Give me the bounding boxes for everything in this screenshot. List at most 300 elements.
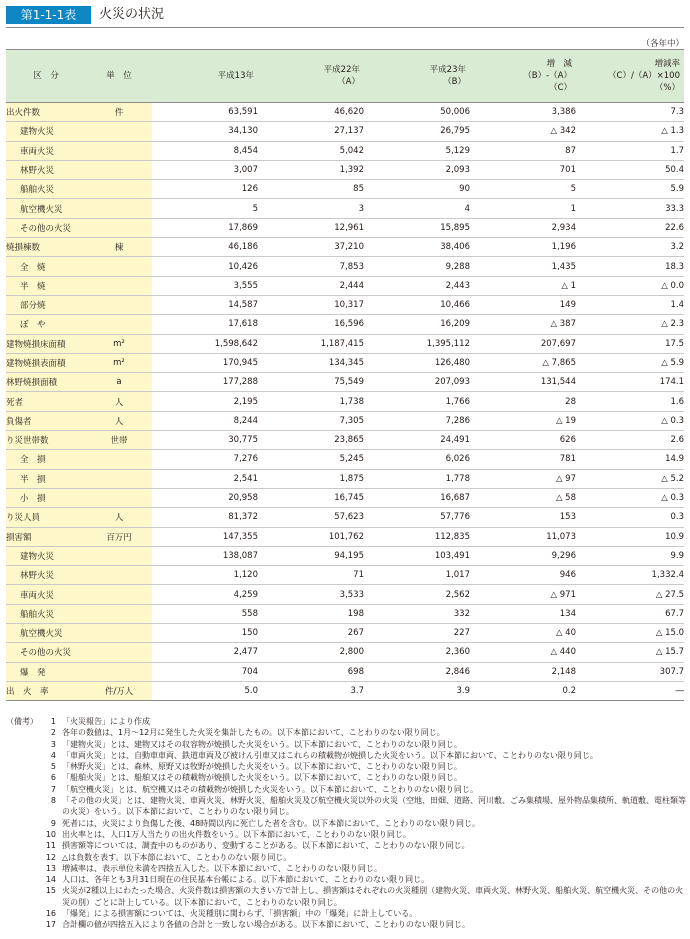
- cell-h23: 227: [364, 624, 470, 643]
- row-label: 全 焼: [6, 257, 86, 276]
- note-item: [6, 919, 686, 930]
- note-text: 「航空機火災」とは、航空機又はその積載物が焼損した火災をいう。以下本節において、ことわりのない限り同じ。: [62, 784, 478, 794]
- row-unit: [86, 295, 152, 314]
- cell-h13: 81,372: [152, 508, 258, 527]
- cell-rate: △ 0.0: [576, 276, 684, 295]
- table-body: [6, 103, 684, 701]
- cell-rate: 1.4: [576, 295, 684, 314]
- note-lead: [6, 908, 34, 919]
- cell-h23: 24,491: [364, 431, 470, 450]
- note-lead: [6, 829, 34, 840]
- note-number: 17: [45, 920, 56, 930]
- table-row: [6, 527, 684, 546]
- table-row: [6, 681, 684, 700]
- column-header: 区 分: [6, 50, 86, 103]
- row-unit: [86, 276, 152, 295]
- table-row: [6, 373, 684, 392]
- cell-diff: 1,196: [470, 238, 576, 257]
- note-text: △は負数を表す。以下本節において、ことわりのない限り同じ。: [62, 852, 292, 862]
- cell-h13: 14,587: [152, 295, 258, 314]
- row-label: 損害額: [6, 527, 86, 546]
- column-header: 単 位: [86, 50, 152, 103]
- row-unit: [86, 141, 152, 160]
- column-header: 平成13年: [152, 50, 258, 103]
- row-label: 林野焼損面積: [6, 373, 86, 392]
- note-number: 16: [45, 909, 56, 919]
- cell-h23: 1,017: [364, 566, 470, 585]
- note-number: 3: [50, 739, 56, 749]
- note-number: 6: [50, 773, 56, 783]
- cell-rate: 5.9: [576, 180, 684, 199]
- note-text: 「火災報告」により作成: [62, 717, 150, 726]
- row-label: 全 損: [6, 450, 86, 469]
- note-item: [6, 772, 686, 783]
- note-item: [6, 863, 686, 874]
- cell-rate: △ 15.7: [576, 643, 684, 662]
- cell-diff: 87: [470, 141, 576, 160]
- cell-h23: 6,026: [364, 450, 470, 469]
- cell-diff: 153: [470, 508, 576, 527]
- cell-rate: 18.3: [576, 257, 684, 276]
- row-unit: [86, 546, 152, 565]
- note-item: [6, 761, 686, 772]
- cell-h23: 10,466: [364, 295, 470, 314]
- cell-rate: 67.7: [576, 604, 684, 623]
- row-unit: [86, 469, 152, 488]
- cell-h23: 332: [364, 604, 470, 623]
- note-item: [6, 829, 686, 840]
- cell-rate: 9.9: [576, 546, 684, 565]
- cell-h23: 15,895: [364, 218, 470, 237]
- note-number: 5: [50, 762, 56, 772]
- table-header-row: [6, 50, 684, 103]
- note-text: 各年の数値は、1月～12月に発生した火災を集計したもの。以下本節において、ことわりのない限り同じ。: [62, 728, 445, 738]
- cell-h13: 704: [152, 662, 258, 681]
- cell-h23: 2,562: [364, 585, 470, 604]
- cell-diff: △ 7,865: [470, 353, 576, 372]
- cell-diff: 701: [470, 160, 576, 179]
- table-row: [6, 662, 684, 681]
- row-label: 林野火災: [6, 160, 86, 179]
- row-unit: 百万円: [86, 527, 152, 546]
- table-row: [6, 488, 684, 507]
- table-row: [6, 411, 684, 430]
- note-text: 死者には、火災により負傷した後、48時間以内に死亡した者を含む。以下本節において、ことわりのない限り同じ。: [62, 818, 481, 828]
- note-lead: [6, 784, 34, 795]
- row-unit: [86, 315, 152, 334]
- cell-diff: △ 387: [470, 315, 576, 334]
- cell-h23: 4: [364, 199, 470, 218]
- row-label: 小 損: [6, 488, 86, 507]
- table-row: [6, 141, 684, 160]
- cell-h22: 71: [258, 566, 364, 585]
- table-row: [6, 566, 684, 585]
- row-label: その他の火災: [6, 218, 86, 237]
- note-text: 「林野火災」とは、森林、原野又は牧野が焼損した火災をいう。以下本節において、ことわりのない限り同じ。: [62, 762, 462, 772]
- table-row: [6, 295, 684, 314]
- note-item: [6, 885, 686, 908]
- row-label: 半 損: [6, 469, 86, 488]
- cell-diff: 28: [470, 392, 576, 411]
- note-text: 「爆発」による損害額については、火災種別に関わらず、「損害額」中の「爆発」に計上している。: [62, 909, 418, 919]
- cell-h23: 90: [364, 180, 470, 199]
- row-label: 船舶火災: [6, 180, 86, 199]
- row-label: 出 火 率: [6, 681, 86, 700]
- cell-h22: 101,762: [258, 527, 364, 546]
- cell-rate: 307.7: [576, 662, 684, 681]
- note-number: 13: [45, 863, 56, 873]
- note-item: [6, 784, 686, 795]
- cell-h13: 126: [152, 180, 258, 199]
- column-header: 平成23年 （B）: [364, 50, 470, 103]
- note-text: 合計欄の値が四捨五入により各値の合計と一致しない場合がある。以下本節において、ことわりのない限り同じ。: [62, 920, 470, 930]
- row-label: 車両火災: [6, 141, 86, 160]
- cell-h23: 3.9: [364, 681, 470, 700]
- note-number: 9: [50, 818, 56, 828]
- row-unit: [86, 488, 152, 507]
- cell-diff: 5: [470, 180, 576, 199]
- row-unit: [86, 199, 152, 218]
- cell-h22: 2,444: [258, 276, 364, 295]
- cell-h13: 1,598,642: [152, 334, 258, 353]
- cell-diff: 149: [470, 295, 576, 314]
- cell-h13: 3,007: [152, 160, 258, 179]
- row-unit: 人: [86, 392, 152, 411]
- table-row: [6, 160, 684, 179]
- row-unit: [86, 604, 152, 623]
- row-label: 建物火災: [6, 546, 86, 565]
- cell-diff: 131,544: [470, 373, 576, 392]
- cell-diff: △ 342: [470, 122, 576, 141]
- table-number-badge: 第1-1-1表: [6, 6, 91, 24]
- note-number: 2: [50, 728, 56, 738]
- cell-h13: 5.0: [152, 681, 258, 700]
- table-row: [6, 199, 684, 218]
- cell-rate: 14.9: [576, 450, 684, 469]
- cell-diff: 781: [470, 450, 576, 469]
- cell-rate: 17.5: [576, 334, 684, 353]
- row-label: 爆 発: [6, 662, 86, 681]
- cell-rate: 0.3: [576, 508, 684, 527]
- table-row: [6, 238, 684, 257]
- row-unit: 世帯: [86, 431, 152, 450]
- row-label: 船舶火災: [6, 604, 86, 623]
- cell-h23: 2,443: [364, 276, 470, 295]
- cell-diff: 11,073: [470, 527, 576, 546]
- table-row: [6, 122, 684, 141]
- note-item: [6, 852, 686, 863]
- cell-rate: 22.6: [576, 218, 684, 237]
- note-lead: [6, 727, 34, 738]
- cell-h23: 50,006: [364, 103, 470, 122]
- row-unit: [86, 218, 152, 237]
- cell-h22: 3: [258, 199, 364, 218]
- cell-rate: △ 0.3: [576, 411, 684, 430]
- row-label: 航空機火災: [6, 199, 86, 218]
- row-label: 車両火災: [6, 585, 86, 604]
- cell-h22: 2,800: [258, 643, 364, 662]
- row-label: 建物焼損表面積: [6, 353, 86, 372]
- cell-rate: 1,332.4: [576, 566, 684, 585]
- table-row: [6, 180, 684, 199]
- cell-h13: 8,244: [152, 411, 258, 430]
- row-unit: 件/万人: [86, 681, 152, 700]
- table-row: [6, 624, 684, 643]
- cell-h13: 138,087: [152, 546, 258, 565]
- cell-diff: 1: [470, 199, 576, 218]
- cell-h13: 2,477: [152, 643, 258, 662]
- table-row: [6, 469, 684, 488]
- cell-h22: 46,620: [258, 103, 364, 122]
- column-header: 増 減 （B）-（A） （C）: [470, 50, 576, 103]
- cell-diff: △ 40: [470, 624, 576, 643]
- row-unit: [86, 160, 152, 179]
- note-text: 「車両火災」とは、自動車車両、鉄道車両及び被けん引車又はこれらの積載物が焼損した火災をいう。以下本節において、ことわりのない限り同じ。: [62, 750, 598, 760]
- cell-h22: 267: [258, 624, 364, 643]
- cell-h13: 7,276: [152, 450, 258, 469]
- note-number: 8: [50, 796, 56, 806]
- cell-h23: 38,406: [364, 238, 470, 257]
- cell-h13: 2,541: [152, 469, 258, 488]
- column-header: 増減率 （C）/（A）×100 （%）: [576, 50, 684, 103]
- cell-h23: 2,846: [364, 662, 470, 681]
- note-lead: （備考）: [6, 717, 38, 726]
- cell-diff: 2,934: [470, 218, 576, 237]
- cell-h23: 9,288: [364, 257, 470, 276]
- cell-h13: 34,130: [152, 122, 258, 141]
- table-row: [6, 334, 684, 353]
- cell-h22: 94,195: [258, 546, 364, 565]
- cell-h13: 4,259: [152, 585, 258, 604]
- note-lead: [6, 750, 34, 761]
- cell-rate: 1.6: [576, 392, 684, 411]
- note-lead: [6, 919, 34, 930]
- note-number: 11: [45, 841, 56, 851]
- note-text: 出火率とは、人口1万人当たりの出火件数をいう。以下本節において、ことわりのない限り同じ。: [62, 829, 411, 839]
- cell-h22: 7,853: [258, 257, 364, 276]
- cell-h13: 20,958: [152, 488, 258, 507]
- cell-rate: △ 27.5: [576, 585, 684, 604]
- cell-h22: 16,596: [258, 315, 364, 334]
- cell-rate: △ 0.3: [576, 488, 684, 507]
- cell-h13: 10,426: [152, 257, 258, 276]
- note-number: 15: [45, 886, 56, 896]
- note-number: 14: [45, 875, 56, 885]
- cell-h23: 2,093: [364, 160, 470, 179]
- cell-h13: 17,869: [152, 218, 258, 237]
- note-text: 「船舶火災」とは、船舶又はその積載物が焼損した火災をいう。以下本節において、ことわりのない限り同じ。: [62, 773, 462, 783]
- cell-h13: 1,120: [152, 566, 258, 585]
- cell-h13: 17,618: [152, 315, 258, 334]
- table-row: [6, 257, 684, 276]
- row-unit: [86, 450, 152, 469]
- note-lead: [6, 852, 34, 863]
- row-label: 航空機火災: [6, 624, 86, 643]
- cell-h23: 16,209: [364, 315, 470, 334]
- row-unit: 棟: [86, 238, 152, 257]
- cell-h22: 1,738: [258, 392, 364, 411]
- note-item: [6, 840, 686, 851]
- cell-rate: ―: [576, 681, 684, 700]
- table-row: [6, 103, 684, 122]
- cell-h23: 103,491: [364, 546, 470, 565]
- cell-h22: 23,865: [258, 431, 364, 450]
- cell-diff: 946: [470, 566, 576, 585]
- table-row: [6, 431, 684, 450]
- row-label: 出火件数: [6, 103, 86, 122]
- page-header: [0, 0, 690, 30]
- row-unit: 人: [86, 411, 152, 430]
- cell-h13: 147,355: [152, 527, 258, 546]
- row-unit: [86, 643, 152, 662]
- cell-h22: 12,961: [258, 218, 364, 237]
- cell-rate: 174.1: [576, 373, 684, 392]
- row-label: り災人員: [6, 508, 86, 527]
- row-label: その他の火災: [6, 643, 86, 662]
- cell-h23: 112,835: [364, 527, 470, 546]
- cell-h23: 1,395,112: [364, 334, 470, 353]
- cell-h22: 5,245: [258, 450, 364, 469]
- cell-rate: △ 1.3: [576, 122, 684, 141]
- table-row: [6, 643, 684, 662]
- cell-h22: 3,533: [258, 585, 364, 604]
- row-unit: 件: [86, 103, 152, 122]
- cell-h13: 46,186: [152, 238, 258, 257]
- cell-diff: △ 440: [470, 643, 576, 662]
- cell-h22: 57,623: [258, 508, 364, 527]
- cell-rate: 33.3: [576, 199, 684, 218]
- row-unit: [86, 122, 152, 141]
- cell-h13: 30,775: [152, 431, 258, 450]
- row-unit: 人: [86, 508, 152, 527]
- row-label: 林野火災: [6, 566, 86, 585]
- cell-h22: 698: [258, 662, 364, 681]
- cell-rate: 7.3: [576, 103, 684, 122]
- cell-rate: △ 5.2: [576, 469, 684, 488]
- table-row: [6, 546, 684, 565]
- cell-h22: 27,137: [258, 122, 364, 141]
- period-note: （各年中）: [641, 39, 684, 49]
- cell-h23: 1,778: [364, 469, 470, 488]
- cell-h22: 37,210: [258, 238, 364, 257]
- table-row: [6, 353, 684, 372]
- note-lead: [6, 885, 34, 908]
- row-label: り災世帯数: [6, 431, 86, 450]
- header-rule: [6, 27, 684, 28]
- cell-diff: 626: [470, 431, 576, 450]
- cell-h13: 3,555: [152, 276, 258, 295]
- cell-diff: 0.2: [470, 681, 576, 700]
- cell-h23: 1,766: [364, 392, 470, 411]
- cell-rate: △ 2.3: [576, 315, 684, 334]
- row-unit: a: [86, 373, 152, 392]
- table-row: [6, 392, 684, 411]
- table-row: [6, 585, 684, 604]
- row-label: 建物焼損床面積: [6, 334, 86, 353]
- note-lead: [6, 739, 34, 750]
- column-header: 平成22年 （A）: [258, 50, 364, 103]
- cell-h22: 7,305: [258, 411, 364, 430]
- cell-h13: 170,945: [152, 353, 258, 372]
- cell-h22: 5,042: [258, 141, 364, 160]
- note-lead: [6, 874, 34, 885]
- table-row: [6, 315, 684, 334]
- cell-h22: 10,317: [258, 295, 364, 314]
- cell-h23: 57,776: [364, 508, 470, 527]
- cell-diff: 3,386: [470, 103, 576, 122]
- row-label: 建物火災: [6, 122, 86, 141]
- cell-h22: 1,875: [258, 469, 364, 488]
- note-lead: [6, 772, 34, 783]
- row-unit: m²: [86, 353, 152, 372]
- cell-diff: 9,296: [470, 546, 576, 565]
- cell-diff: 1,435: [470, 257, 576, 276]
- cell-h23: 207,093: [364, 373, 470, 392]
- cell-h22: 1,187,415: [258, 334, 364, 353]
- table-row: [6, 450, 684, 469]
- cell-h13: 150: [152, 624, 258, 643]
- table-row: [6, 218, 684, 237]
- cell-rate: 3.2: [576, 238, 684, 257]
- cell-h22: 1,392: [258, 160, 364, 179]
- cell-h13: 8,454: [152, 141, 258, 160]
- row-unit: m²: [86, 334, 152, 353]
- cell-diff: △ 971: [470, 585, 576, 604]
- note-item: [6, 908, 686, 919]
- cell-rate: 2.6: [576, 431, 684, 450]
- note-lead: [6, 863, 34, 874]
- note-text: 「その他の火災」とは、建物火災、車両火災、林野火災、船舶火災及び航空機火災以外の火災（空地、田畑、道路、河川敷、ごみ集積場、屋外物品集積所、軌道敷、電柱類等の火災）をいう。以下本節において、ことわりのない限り同じ。: [62, 796, 686, 817]
- cell-h22: 75,549: [258, 373, 364, 392]
- table-title: 火災の状況: [99, 7, 165, 22]
- cell-h23: 126,480: [364, 353, 470, 372]
- note-item: [6, 874, 686, 885]
- note-lead: [6, 795, 34, 818]
- cell-h13: 2,195: [152, 392, 258, 411]
- table-row: [6, 604, 684, 623]
- row-unit: [86, 180, 152, 199]
- note-number: 12: [45, 852, 56, 862]
- row-unit: [86, 624, 152, 643]
- note-lead: [6, 761, 34, 772]
- fire-statistics-table: [6, 49, 684, 701]
- cell-h22: 16,745: [258, 488, 364, 507]
- cell-h13: 63,591: [152, 103, 258, 122]
- row-unit: [86, 585, 152, 604]
- cell-h22: 85: [258, 180, 364, 199]
- note-number: 1: [50, 717, 56, 726]
- cell-h23: 7,286: [364, 411, 470, 430]
- note-text: 「建物火災」とは、建物又はその収容物が焼損した火災をいう。以下本節において、ことわりのない限り同じ。: [62, 739, 462, 749]
- cell-h23: 26,795: [364, 122, 470, 141]
- cell-diff: 134: [470, 604, 576, 623]
- note-item: [6, 739, 686, 750]
- note-text: 火災が2種以上にわたった場合、火災件数は損害額の大きい方で計上し、損害額はそれぞれの火災種別（建物火災、車両火災、林野火災、船舶火災、航空機火災、その他の火災の別）ごとに計上している。以下本節において、ことわりのない限り同じ。: [62, 886, 684, 907]
- note-item: [6, 818, 686, 829]
- note-lead: [6, 840, 34, 851]
- row-unit: [86, 566, 152, 585]
- note-text: 増減率は、表示単位未満を四捨五入した。以下本節において、ことわりのない限り同じ。: [62, 863, 382, 873]
- remarks: [6, 716, 686, 931]
- table-row: [6, 276, 684, 295]
- cell-diff: △ 97: [470, 469, 576, 488]
- cell-h23: 5,129: [364, 141, 470, 160]
- cell-diff: △ 1: [470, 276, 576, 295]
- row-label: ぼ や: [6, 315, 86, 334]
- note-number: 7: [50, 784, 56, 794]
- cell-h23: 16,687: [364, 488, 470, 507]
- cell-rate: △ 5.9: [576, 353, 684, 372]
